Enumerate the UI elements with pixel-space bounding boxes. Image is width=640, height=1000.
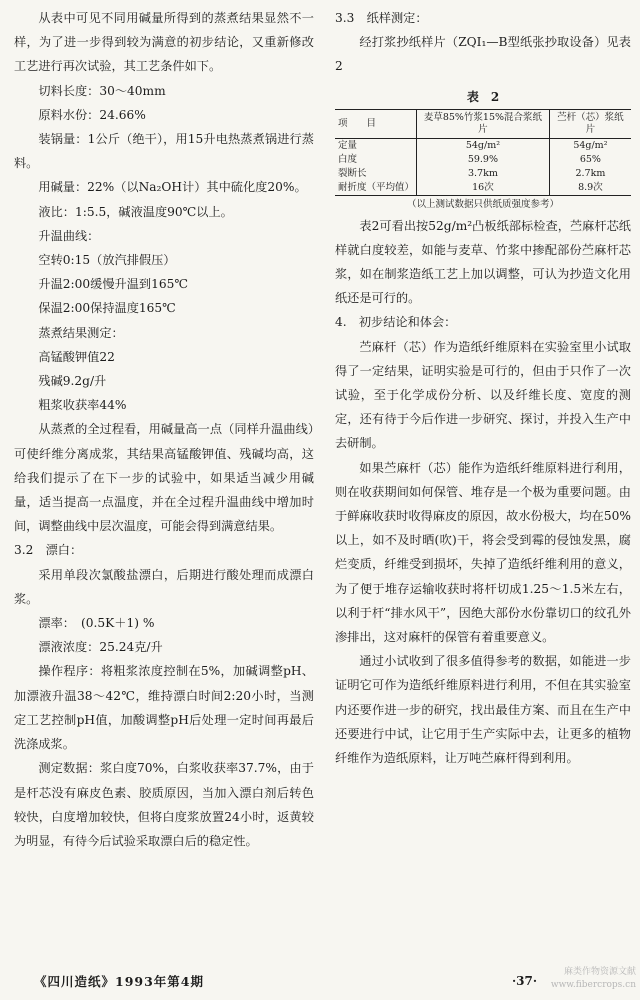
table-row xyxy=(335,181,631,196)
table-cell: 54g/m² xyxy=(549,138,631,153)
table-cell: 白度 xyxy=(338,153,358,165)
right-top-text xyxy=(335,6,631,79)
paragraph: 测定数据：浆白度70%，白浆收获率37.7%，由于是杆芯没有麻皮色素、胶质原因，当加入漂白剂后转色较快，白度增加较快，但将白度浆放置24小时，返黄较为明显，有待今后试验采取漂白后的稳定性。 xyxy=(14,761,314,848)
paragraph: 升温曲线： xyxy=(38,228,100,243)
table-cell: 16次 xyxy=(417,181,550,196)
table-cell: 65% xyxy=(549,153,631,167)
paragraph: 空转0:15（放汽排假压） xyxy=(38,253,176,268)
paragraph: 苎麻杆（芯）作为造纸纤维原料在实验室里小试取得了一定结果，证明实验是可行的，但由于只作了一次试验，至于化学成份分析、以及纤维长度、宽度的测定，还有待于今后作进一步研究、探讨，并投入生产中去研制。 xyxy=(335,339,631,451)
data-table xyxy=(335,109,631,196)
section-heading: 3.2 漂白： xyxy=(14,543,83,558)
table-cell: 54g/m² xyxy=(417,138,550,153)
table-cell: 8.9次 xyxy=(549,181,631,196)
table-header-mixed-pulp: 麦草85%竹浆15%混合浆纸片 xyxy=(417,109,550,138)
table-header-item: 项 目 xyxy=(338,117,377,129)
section-heading: 3.3 纸样测定： xyxy=(335,11,428,25)
paragraph: 升温2:00缓慢升温到165℃ xyxy=(38,277,188,292)
paragraph: 从蒸煮的全过程看，用碱量高一点（同样升温曲线）可使纤维分离成浆，其结果高锰酸钾值、残碱均高，这给我们提示了在下一步的试验中，如果适当减少用碱量，适当提高一点温度，并在全过程升温曲线中增加时间，调整曲线中层次温度，可能会得到满意结果。 xyxy=(14,422,314,534)
paragraph: 装锅量：1公斤（绝干），用15升电热蒸煮锅进行蒸料。 xyxy=(14,132,314,171)
paragraph: 液比：1:5.5，碱液温度90℃以上。 xyxy=(38,204,233,219)
paragraph: 保温2:00保持温度165℃ xyxy=(38,301,176,316)
paragraph: 经打浆抄纸样片（ZQI₁—B型纸张抄取设备）见表2 xyxy=(335,35,631,74)
table-note: （以上测试数据只供纸质强度参考） xyxy=(406,198,559,210)
page-number: ·37· xyxy=(512,974,538,988)
table-header-row xyxy=(335,109,631,138)
paragraph: 表2可看出按52g/m²凸板纸部标检查，苎麻杆芯纸样就白度较差，如能与麦草、竹浆中掺配部份苎麻杆芯浆，如在制浆造纸工艺上加以调整，可认为抄造文化用纸还是可行的。 xyxy=(335,218,631,306)
left-column xyxy=(14,6,314,853)
table-cell: 3.7km xyxy=(417,167,550,181)
journal-footer: 《四川造纸》1993年第4期 xyxy=(34,974,204,989)
paragraph: 漂率： (0.5K＋1) % xyxy=(38,616,155,631)
paragraph: 操作程序：将粗浆浓度控制在5%，加碱调整pH、加漂液升温38～42℃，维持漂白时间2:20小时，当测定工艺控制pH值，加酸调整pH后处理一定时间再最后洗涤成浆。 xyxy=(14,664,314,752)
paragraph: 粗浆收获率44% xyxy=(38,398,127,413)
section-heading: 4. 初步结论和体会： xyxy=(335,315,457,330)
right-bottom-text xyxy=(335,214,631,771)
paragraph: 用碱量：22%（以Na₂OH计）其中硫化度20%。 xyxy=(38,180,307,195)
watermark: 麻类作物资源文献 www.fibercrops.cn xyxy=(550,967,636,990)
paragraph: 原料水份：24.66% xyxy=(38,107,146,122)
paragraph: 采用单段次氯酸盐漂白，后期进行酸处理而成漂白浆。 xyxy=(14,567,314,606)
right-column xyxy=(335,6,631,770)
table-cell: 59.9% xyxy=(417,153,550,167)
table-cell: 裂断长 xyxy=(338,167,367,179)
table-row xyxy=(335,138,631,153)
paragraph: 从表中可见不同用碱量所得到的蒸煮结果显然不一样，为了进一步得到较为满意的初步结论，又重新修改工艺进行再次试验，其工艺条件如下。 xyxy=(14,11,314,74)
paragraph: 残碱9.2g/升 xyxy=(38,374,107,389)
paragraph: 通过小试收到了很多值得参考的数据，如能进一步证明它可作为造纸纤维原料进行利用，不但在其实验室内还要作进一步的研究，找出最佳方案、而且在生产中还要进行中试，让它用于生产实际中去，让更多的植物纤维作为造纸原料，让万吨苎麻杆得到利用。 xyxy=(335,654,631,766)
table-row xyxy=(335,167,631,181)
paragraph: 如果苎麻杆（芯）能作为造纸纤维原料进行利用，则在收获期间如何保管、堆存是一个极为重要问题。由于鲜麻收获时收得麻皮的原因，故水份极大，均在50%以上，如不及时晒(吹)干，将会受到霉的侵蚀发黑，腐烂变质，纤维受到损坏，失掉了造纸纤维利用的意义，为了便于堆存运输收获时将杆切成1.25～1.5米左右，以利于杆“排水风干”，因绝大部份水份靠切口的纹孔外渗排出，这对麻杆的保管有着重要意义。 xyxy=(335,460,631,645)
table-row xyxy=(335,153,631,167)
table-cell: 耐折度（平均值） xyxy=(338,181,415,193)
paragraph: 蒸煮结果测定： xyxy=(38,325,124,340)
table-header-ramie-pulp: 苎杆（芯）浆纸片 xyxy=(549,109,631,138)
paragraph: 漂液浓度：25.24克/升 xyxy=(38,640,163,655)
table-title: 表 2 xyxy=(466,89,500,104)
paragraph: 切料长度：30～40mm xyxy=(38,83,166,98)
table-cell: 2.7km xyxy=(549,167,631,181)
table-cell: 定量 xyxy=(338,139,358,151)
paragraph: 高锰酸钾值22 xyxy=(38,349,115,364)
